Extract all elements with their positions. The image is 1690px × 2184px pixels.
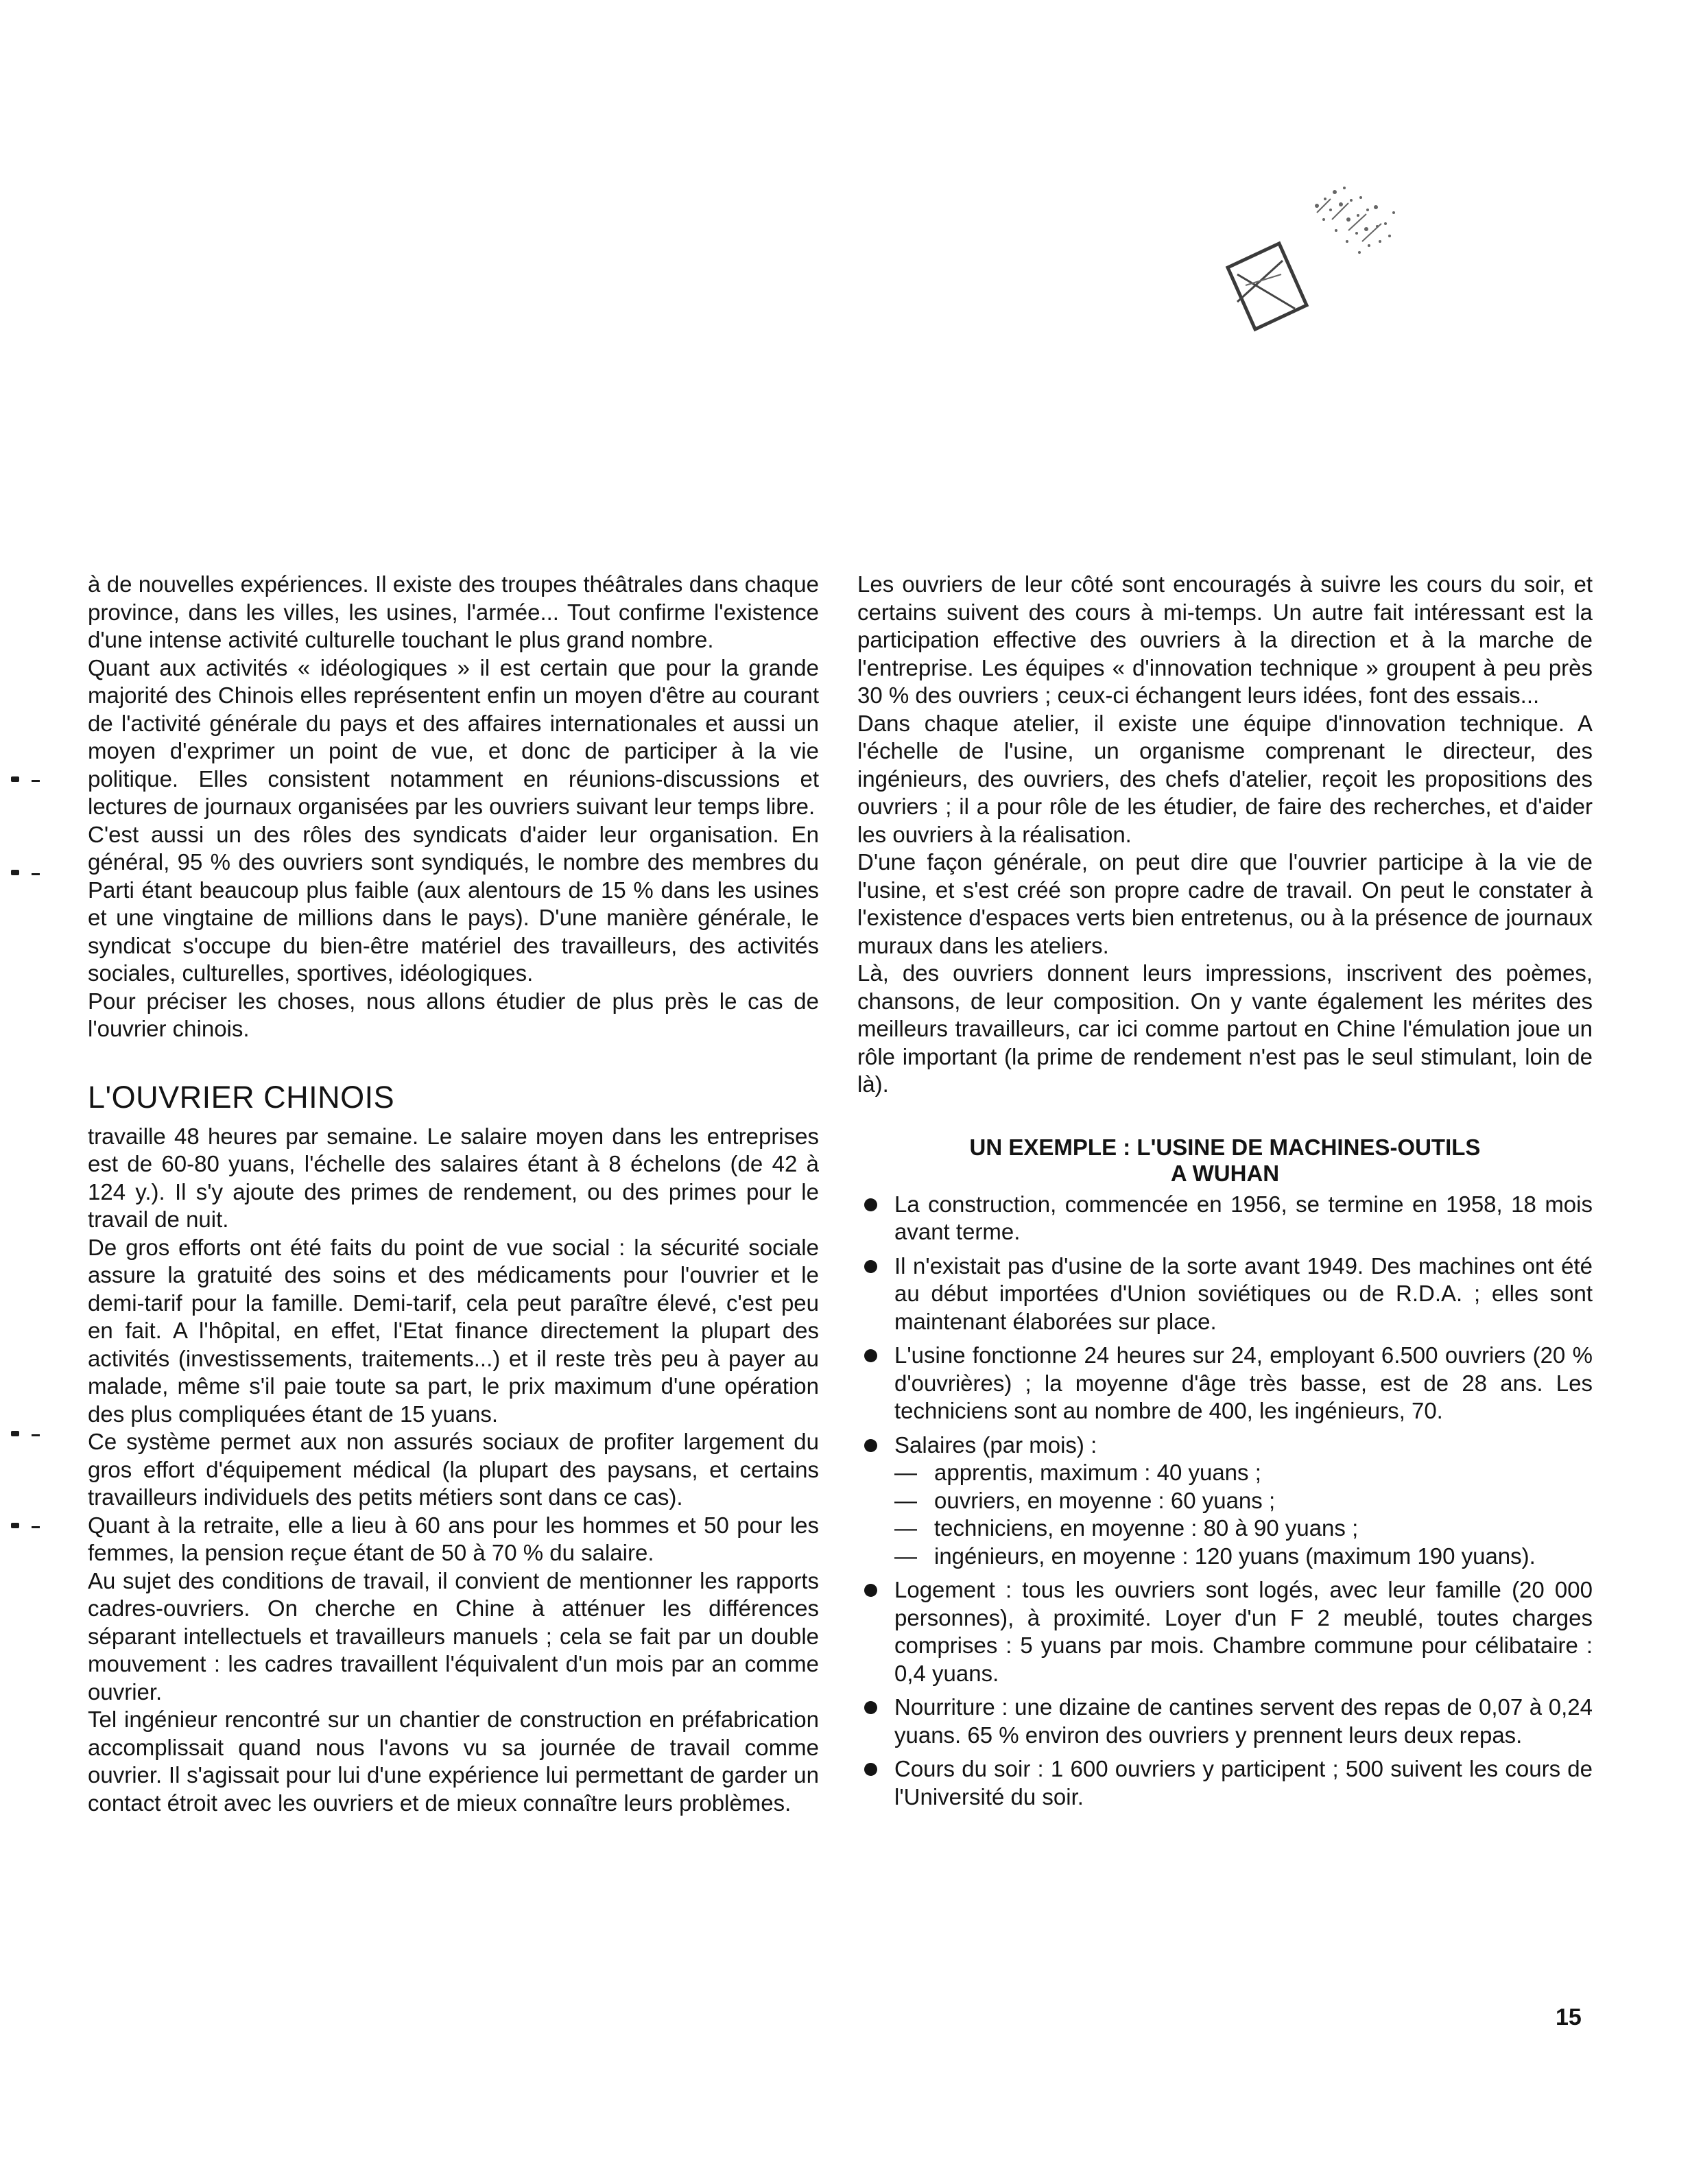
salaires-label: Salaires (par mois) : xyxy=(894,1432,1097,1458)
paragraph: Là, des ouvriers donnent leurs impressions, inscrivent des poèmes, chansons, de leur composition. On y vante également les mérites des meilleurs travailleurs, car ici comme partout en Chine l'émulation joue un rôle important (la prime de rendement n'est pas le seul stimulant, loin de là). xyxy=(857,960,1593,1097)
fact-item: L'usine fonctionne 24 heures sur 24, employant 6.500 ouvriers (20 % d'ouvrières) ; la moyenne d'âge très basse, est de 28 ans. Les techniciens sont au nombre de 400, les ingénieurs, 70. xyxy=(857,1342,1593,1425)
paragraph: D'une façon générale, on peut dire que l'ouvrier participe à la vie de l'usine, et s'est créé son propre cadre de travail. On peut le constater à l'existence d'espaces verts bien entretenus, ou à la présence de journaux muraux dans les ateliers. xyxy=(857,849,1593,958)
salaire-item: — ingénieurs, en moyenne : 120 yuans (maximum 190 yuans). xyxy=(894,1543,1593,1571)
paragraph: travaille 48 heures par semaine. Le salaire moyen dans les entreprises est de 60-80 yuans, l'échelle des salaires étant à 8 échelons (de 42 à 124 y.). Il s'y ajoute des primes de rendement, ou des primes pour le travail de nuit. xyxy=(88,1123,819,1232)
salaire-item: — ouvriers, en moyenne : 60 yuans ; xyxy=(894,1487,1593,1515)
left-column xyxy=(88,571,819,1817)
paragraph: De gros efforts ont été faits du point de vue social : la sécurité sociale assure la gratuité des soins et des médicaments pour l'ouvrier et le demi-tarif pour la famille. Demi-tarif, cela peut paraître élevé, c'est peu en fait. A l'hôpital, en effet, l'Etat finance directement la plupart des activités (investissements, traitements...) et il reste très peu à payer au malade, même s'il paie toute sa part, le prix maximum d'une opération des plus compliquées étant de 15 yuans. xyxy=(88,1234,819,1427)
paragraph: Pour préciser les choses, nous allons étudier de plus près le cas de l'ouvrier chinois. xyxy=(88,988,819,1041)
paragraph: C'est aussi un des rôles des syndicats d'aider leur organisation. En général, 95 % des ouvriers sont syndiqués, le nombre des membres du Parti étant beaucoup plus faible (aux alentours de 15 % dans les usines et une vingtaine de millions dans le pays). D'une manière générale, le syndicat s'occupe du bien-être matériel des travailleurs, des activités sociales, culturelles, sportives, idéologiques. xyxy=(88,821,819,986)
paragraph: Les ouvriers de leur côté sont encouragés à suivre les cours du soir, et certains suivent des cours à mi-temps. Un autre fait intéressant est la participation effective des ouvriers à la direction et à la marche de l'entreprise. Les équipes « d'innovation technique » groupent à peu près 30 % des ouvriers ; ceux-ci échangent leurs idées, font des essais... xyxy=(857,571,1593,708)
paragraph: Ce système permet aux non assurés sociaux de profiter largement du gros effort d'équipement médical (la plupart des paysans, et certains travailleurs individuels des petits métiers sont dans ce cas). xyxy=(88,1429,819,1510)
example-box-title-line: UN EXEMPLE : L'USINE DE MACHINES-OUTILS xyxy=(969,1134,1481,1160)
salaire-item: — techniciens, en moyenne : 80 à 90 yuans ; xyxy=(894,1515,1593,1543)
example-box-title-line: A WUHAN xyxy=(1170,1160,1280,1186)
fact-item: Logement : tous les ouvriers sont logés, avec leur famille (20 000 personnes), à proximité. Loyer d'un F 2 meublé, toutes charges comprises : 5 yuans par mois. Chambre commune pour célibataire : 0,4 yuans. xyxy=(857,1576,1593,1687)
stamp-graphic xyxy=(1214,165,1406,343)
paragraph: Au sujet des conditions de travail, il convient de mentionner les rapports cadres-ouvriers. On cherche en Chine à atténuer les différences séparant intellectuels et travailleurs manuels ; cela se fait par un double mouvement : les cadres travaillent l'équivalent d'un mois par an comme ouvrier. xyxy=(88,1567,819,1705)
paragraph: Quant aux activités « idéologiques » il est certain que pour la grande majorité des Chinois elles représentent enfin un moyen d'être au courant de l'activité générale du pays et des affaires internationales et aussi un moyen d'exprimer un point de vue, et donc de participer à la vie politique. Elles consistent notamment en réunions-discussions et lectures de journaux organisées par les ouvriers suivant leur temps libre. xyxy=(88,654,819,819)
page-number: 15 xyxy=(1556,2004,1582,2030)
paragraph: Quant à la retraite, elle a lieu à 60 ans pour les hommes et 50 pour les femmes, la pension reçue étant de 50 à 70 % du salaire. xyxy=(88,1512,819,1565)
salaires-list xyxy=(894,1459,1593,1570)
fact-item: La construction, commencée en 1956, se termine en 1958, 18 mois avant terme. xyxy=(857,1191,1593,1246)
right-column xyxy=(857,571,1593,1817)
fact-item-salaires xyxy=(857,1432,1593,1571)
fact-list xyxy=(857,1191,1593,1812)
paragraph: Tel ingénieur rencontré sur un chantier de construction en préfabrication accomplissait quand nous l'avons vu sa journée de travail comme ouvrier. Il s'agissait pour lui d'une expérience lui permettant de garder un contact étroit avec les ouvriers et de mieux connaître leurs problèmes. xyxy=(88,1707,819,1816)
paragraph: à de nouvelles expériences. Il existe des troupes théâtrales dans chaque province, dans les villes, les usines, l'armée... Tout confirme l'existence d'une intense activité culturelle touchant le plus grand nombre. xyxy=(88,571,819,652)
section-title: L'OUVRIER CHINOIS xyxy=(88,1079,395,1115)
paragraph: Dans chaque atelier, il existe une équipe d'innovation technique. A l'échelle de l'usine, un organisme comprenant le directeur, des ingénieurs, des ouvriers, des chefs d'atelier, reçoit les propositions des ouvriers ; il a pour rôle de les étudier, de faire des recherches, et d'aider les ouvriers à la réalisation. xyxy=(857,710,1593,847)
fact-item: Cours du soir : 1 600 ouvriers y participent ; 500 suivent les cours de l'Université du soir. xyxy=(857,1755,1593,1811)
margin-mark xyxy=(5,1519,44,1534)
fact-item: Il n'existait pas d'usine de la sorte avant 1949. Des machines ont été au début importées d'Union soviétiques ou de R.D.A. ; elles sont maintenant élaborées sur place. xyxy=(857,1253,1593,1336)
margin-mark xyxy=(5,1427,44,1442)
fact-item: Nourriture : une dizaine de cantines servent des repas de 0,07 à 0,24 yuans. 65 % environ des ouvriers y prennent leurs deux repas. xyxy=(857,1694,1593,1749)
margin-mark xyxy=(5,772,44,787)
margin-mark xyxy=(5,866,44,881)
salaire-item: — apprentis, maximum : 40 yuans ; xyxy=(894,1459,1593,1487)
example-box-title xyxy=(857,1135,1593,1187)
